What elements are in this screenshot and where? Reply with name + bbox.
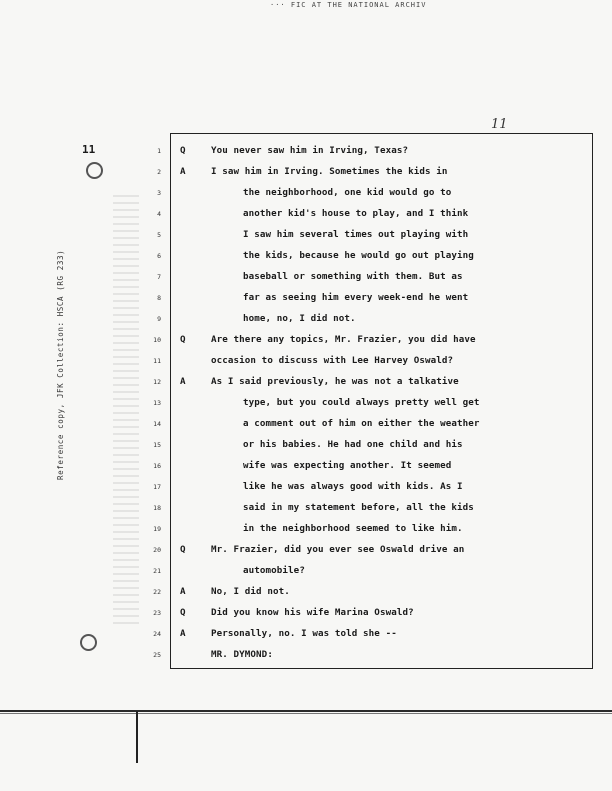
transcript-line: I saw him in Irving. Sometimes the kids in bbox=[211, 166, 448, 177]
transcript-line: the neighborhood, one kid would go to bbox=[243, 187, 452, 198]
line-number: 22 bbox=[153, 588, 161, 596]
punch-hole-icon bbox=[80, 634, 97, 651]
scan-noise-strip bbox=[113, 195, 139, 625]
transcript-line: I saw him several times out playing with bbox=[243, 229, 469, 240]
speaker-label: Q bbox=[180, 334, 186, 345]
transcript-line: far as seeing him every week-end he went bbox=[243, 292, 469, 303]
collection-side-stamp: Reference copy, JFK Collection: HSCA (RG 233) bbox=[56, 249, 65, 480]
transcript-line: like he was always good with kids. As I bbox=[243, 481, 463, 492]
transcript-line: a comment out of him on either the weather bbox=[243, 418, 480, 429]
archive-header-stamp: ··· FIC AT THE NATIONAL ARCHIV bbox=[270, 1, 427, 9]
transcript-line: wife was expecting another. It seemed bbox=[243, 460, 452, 471]
transcript-line: Mr. Frazier, did you ever see Oswald drive an bbox=[211, 544, 465, 555]
transcript-line: Are there any topics, Mr. Frazier, you did have bbox=[211, 334, 476, 345]
speaker-label: Q bbox=[180, 607, 186, 618]
line-number: 17 bbox=[153, 483, 161, 491]
line-number: 24 bbox=[153, 630, 161, 638]
punch-hole-icon bbox=[86, 162, 103, 179]
speaker-label: Q bbox=[180, 145, 186, 156]
line-number: 3 bbox=[157, 189, 161, 197]
line-number: 12 bbox=[153, 378, 161, 386]
line-number: 6 bbox=[157, 252, 161, 260]
transcript-line: Personally, no. I was told she -- bbox=[211, 628, 397, 639]
transcript-line: baseball or something with them. But as bbox=[243, 271, 463, 282]
transcript-line: MR. DYMOND: bbox=[211, 649, 273, 660]
line-number: 21 bbox=[153, 567, 161, 575]
line-number: 2 bbox=[157, 168, 161, 176]
speaker-label: A bbox=[180, 628, 186, 639]
transcript-line: No, I did not. bbox=[211, 586, 290, 597]
line-number: 15 bbox=[153, 441, 161, 449]
transcript-line: Did you know his wife Marina Oswald? bbox=[211, 607, 414, 618]
line-number: 25 bbox=[153, 651, 161, 659]
line-number: 10 bbox=[153, 336, 161, 344]
line-number: 1 bbox=[157, 147, 161, 155]
line-number: 4 bbox=[157, 210, 161, 218]
line-number: 23 bbox=[153, 609, 161, 617]
transcript-line: in the neighborhood seemed to like him. bbox=[243, 523, 463, 534]
speaker-label: Q bbox=[180, 544, 186, 555]
transcript-line: occasion to discuss with Lee Harvey Oswald? bbox=[211, 355, 454, 366]
line-number: 9 bbox=[157, 315, 161, 323]
bottom-rule bbox=[0, 710, 612, 712]
transcript-line: type, but you could always pretty well get bbox=[243, 397, 480, 408]
page-number-left: 11 bbox=[82, 143, 96, 156]
line-number: 8 bbox=[157, 294, 161, 302]
line-number: 5 bbox=[157, 231, 161, 239]
transcript-line: said in my statement before, all the kids bbox=[243, 502, 474, 513]
line-number: 7 bbox=[157, 273, 161, 281]
transcript-line: As I said previously, he was not a talkative bbox=[211, 376, 459, 387]
transcript-line: You never saw him in Irving, Texas? bbox=[211, 145, 409, 156]
line-number: 14 bbox=[153, 420, 161, 428]
bottom-rule-faint bbox=[0, 713, 612, 714]
line-number: 16 bbox=[153, 462, 161, 470]
transcript-line: home, no, I did not. bbox=[243, 313, 356, 324]
line-number: 20 bbox=[153, 546, 161, 554]
transcript-line: the kids, because he would go out playing bbox=[243, 250, 474, 261]
line-number: 13 bbox=[153, 399, 161, 407]
line-number: 11 bbox=[153, 357, 161, 365]
vertical-rule bbox=[136, 711, 138, 763]
line-number: 19 bbox=[153, 525, 161, 533]
transcript-line: or his babies. He had one child and his bbox=[243, 439, 463, 450]
page-number-handwritten: 11 bbox=[491, 117, 508, 132]
line-number: 18 bbox=[153, 504, 161, 512]
speaker-label: A bbox=[180, 376, 186, 387]
transcript-line: automobile? bbox=[243, 565, 305, 576]
speaker-label: A bbox=[180, 586, 186, 597]
transcript-line: another kid's house to play, and I think bbox=[243, 208, 469, 219]
speaker-label: A bbox=[180, 166, 186, 177]
